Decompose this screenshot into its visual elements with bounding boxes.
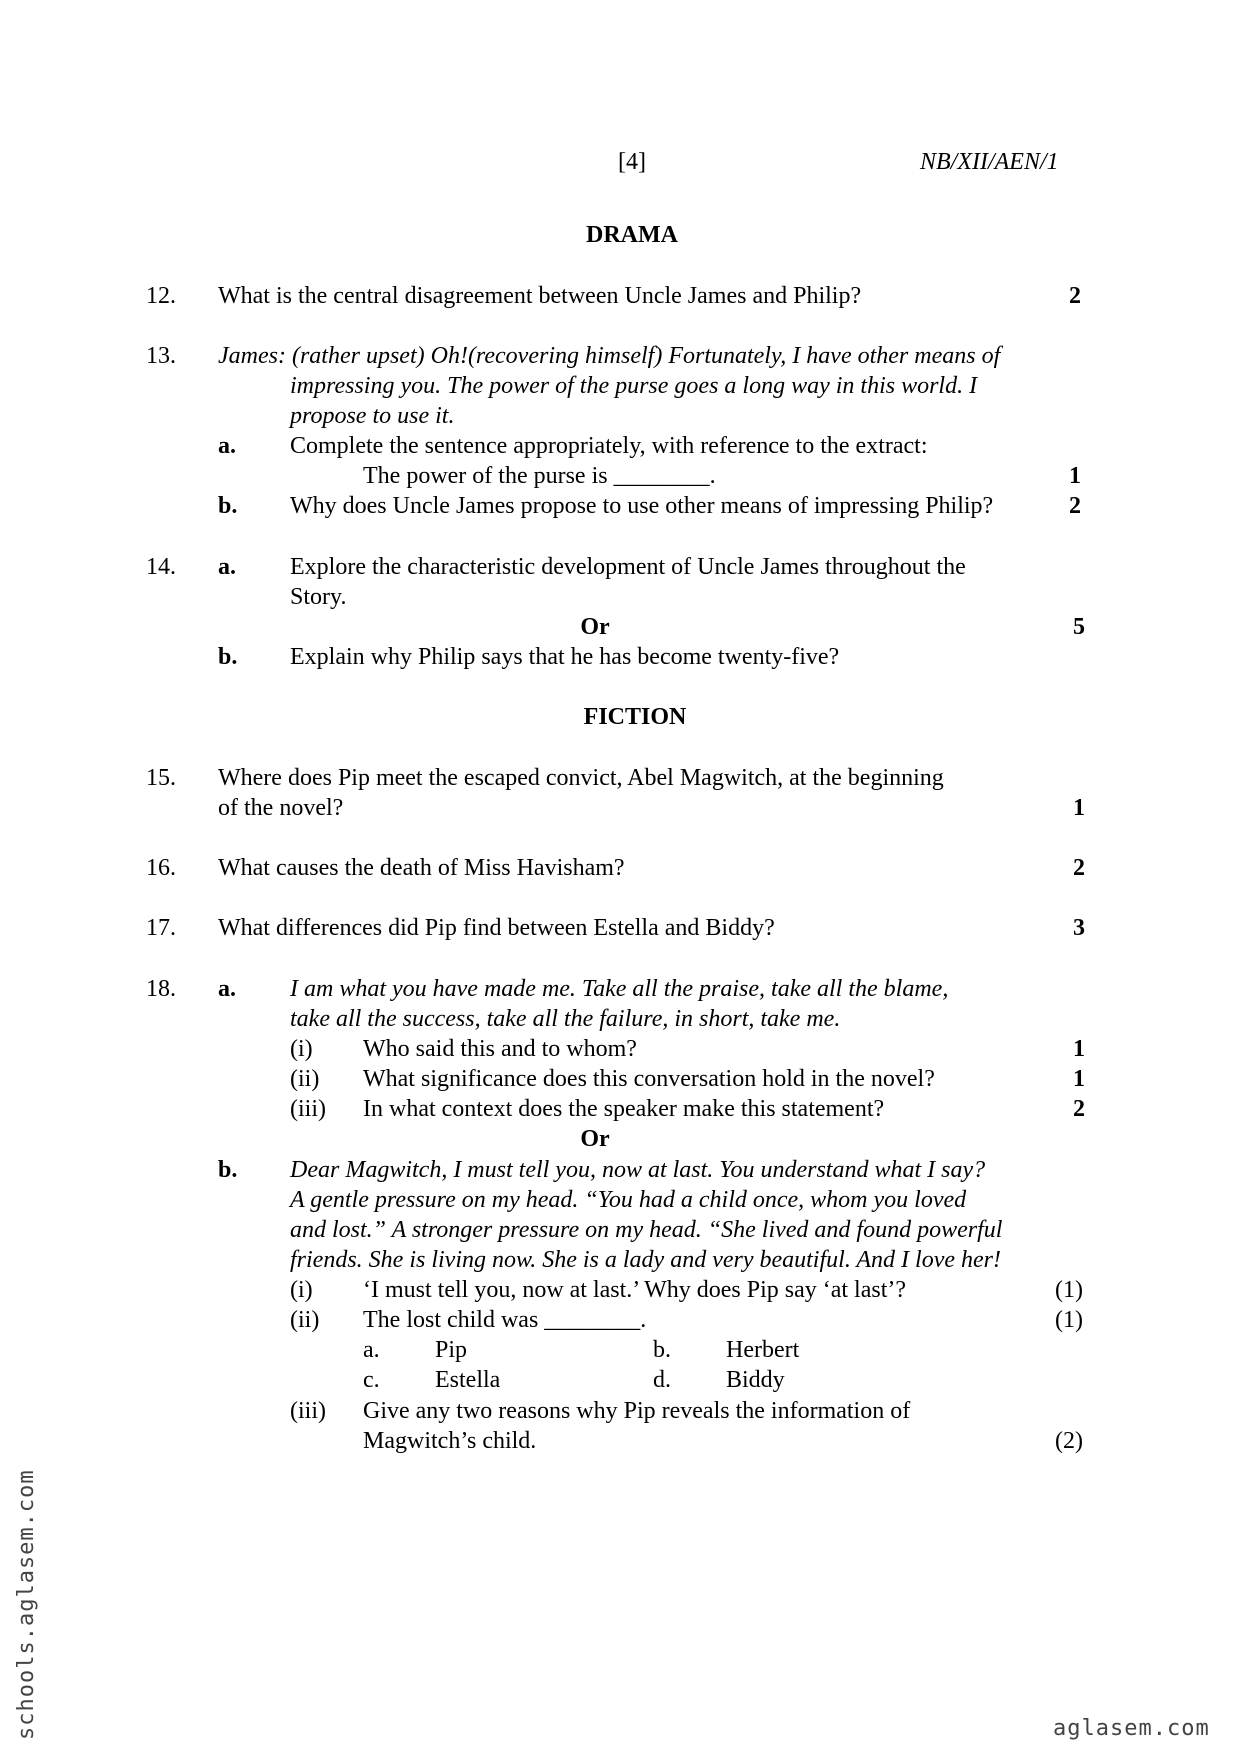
marks: 2: [1073, 1096, 1085, 1122]
page-number: [4]: [618, 149, 646, 175]
question-text: Where does Pip meet the escaped convict, Abel Magwitch, at the beginning: [218, 765, 944, 791]
question-text: What is the central disagreement between Uncle James and Philip?: [218, 283, 862, 309]
or-separator: Or: [580, 614, 610, 640]
option-text: Estella: [435, 1367, 501, 1393]
or-separator: Or: [580, 1126, 610, 1152]
marks: 2: [1073, 855, 1085, 881]
option-label: d.: [653, 1367, 671, 1393]
part-label: b.: [218, 644, 238, 670]
marks: (1): [1055, 1307, 1083, 1333]
option-text: Herbert: [726, 1337, 800, 1363]
question-number: 13.: [146, 343, 176, 369]
extract-line: propose to use it.: [290, 403, 455, 429]
question-number: 18.: [146, 976, 176, 1002]
question-text: What causes the death of Miss Havisham?: [218, 855, 625, 881]
section-title-fiction: FICTION: [583, 704, 687, 730]
sub-label: (iii): [290, 1398, 326, 1424]
sub-label: (ii): [290, 1066, 320, 1092]
extract-line: friends. She is living now. She is a lady and very beautiful. And I love her!: [290, 1247, 1001, 1273]
part-label: a.: [218, 433, 236, 459]
sub-question: In what context does the speaker make this statement?: [363, 1096, 885, 1122]
sub-question: ‘I must tell you, now at last.’ Why does Pip say ‘at last’?: [363, 1277, 907, 1303]
question-number: 12.: [146, 283, 176, 309]
section-title-drama: DRAMA: [586, 222, 678, 248]
extract-line: James: (rather upset) Oh!(recovering himself) Fortunately, I have other means of: [218, 343, 1001, 369]
sub-question: Magwitch’s child.: [363, 1428, 537, 1454]
question-number: 16.: [146, 855, 176, 881]
marks: 5: [1073, 614, 1085, 640]
extract-line: A gentle pressure on my head. “You had a child once, whom you loved: [290, 1187, 967, 1213]
part-text: Explain why Philip says that he has become twenty-five?: [290, 644, 840, 670]
option-text: Biddy: [726, 1367, 785, 1393]
question-number: 15.: [146, 765, 176, 791]
marks: 2: [1069, 283, 1081, 309]
extract-line: I am what you have made me. Take all the praise, take all the blame,: [290, 976, 949, 1002]
part-label: b.: [218, 1157, 238, 1183]
sub-question: Give any two reasons why Pip reveals the information of: [363, 1398, 911, 1424]
question-text: of the novel?: [218, 795, 344, 821]
option-label: a.: [363, 1337, 380, 1363]
part-label: a.: [218, 976, 236, 1002]
extract-line: and lost.” A stronger pressure on my head. “She lived and found powerful: [290, 1217, 1003, 1243]
side-watermark: schools.aglasem.com: [14, 1469, 39, 1740]
part-text: Why does Uncle James propose to use other means of impressing Philip?: [290, 493, 994, 519]
sub-question: What significance does this conversation hold in the novel?: [363, 1066, 935, 1092]
marks: 1: [1073, 1036, 1085, 1062]
option-label: b.: [653, 1337, 671, 1363]
marks: 2: [1069, 493, 1081, 519]
sub-label: (iii): [290, 1096, 326, 1122]
marks: 1: [1073, 795, 1085, 821]
option-label: c.: [363, 1367, 380, 1393]
sub-label: (ii): [290, 1307, 320, 1333]
sub-label: (i): [290, 1036, 313, 1062]
extract-line: impressing you. The power of the purse goes a long way in this world. I: [290, 373, 978, 399]
sub-question: Who said this and to whom?: [363, 1036, 637, 1062]
question-number: 14.: [146, 554, 176, 580]
marks: 1: [1073, 1066, 1085, 1092]
extract-line: take all the success, take all the failure, in short, take me.: [290, 1006, 841, 1032]
marks: (2): [1055, 1428, 1083, 1454]
fill-blank-sentence: The power of the purse is ________.: [363, 463, 716, 489]
sub-label: (i): [290, 1277, 313, 1303]
part-text: Explore the characteristic development of Uncle James throughout the: [290, 554, 966, 580]
marks: 1: [1069, 463, 1081, 489]
option-text: Pip: [435, 1337, 468, 1363]
marks: (1): [1055, 1277, 1083, 1303]
question-text: What differences did Pip find between Estella and Biddy?: [218, 915, 775, 941]
part-text: Complete the sentence appropriately, with reference to the extract:: [290, 433, 928, 459]
part-label: b.: [218, 493, 238, 519]
part-text: Story.: [290, 584, 347, 610]
paper-code: NB/XII/AEN/1: [920, 149, 1059, 175]
part-label: a.: [218, 554, 236, 580]
extract-line: Dear Magwitch, I must tell you, now at last. You understand what I say?: [290, 1157, 986, 1183]
marks: 3: [1073, 915, 1085, 941]
sub-question: The lost child was ________.: [363, 1307, 647, 1333]
question-number: 17.: [146, 915, 176, 941]
bottom-watermark: aglasem.com: [1053, 1716, 1210, 1741]
